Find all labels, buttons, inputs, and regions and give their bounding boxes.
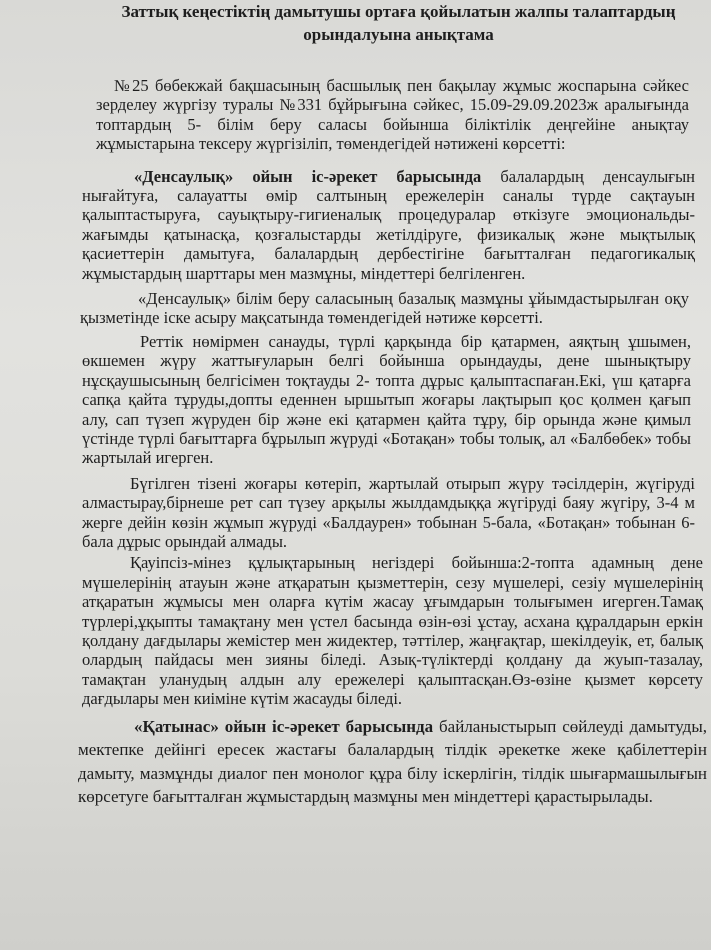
knee-raise-paragraph: Бүгілген тізені жоғары көтеріп, жартылай отырып жүру тәсілдерін, жүгіруді алмастырау,бірнеше рет сап түзеу арқылы жылдамдыққа жүгіруді баяу жүгіру, 3-4 м жерге дейін көзін жұмып жүруді «Балдаурен» тобынан 5-бала, «Ботақан» тобынан 6- бала дұрыс орындай алмады. [82, 473, 695, 551]
communication-activity-text: байланыстырып сөйлеуді дамытуды, мектепке дейінгі ересек жастағы балалардың тілдік әрекетке жеке қабілеттерін дамыту, мазмұнды диалог пен монолог құра білу іскерлігін, тілдік шығармашылығын көрсетуге бағытталған жұмыстардың мазмұны мен міндеттері қарастырылады. [78, 716, 707, 807]
safety-behavior-paragraph: Қауіпсіз-мінез құлықтарының негіздері бойынша:2-топта адамның дене мүшелерінің атауын және атқаратын қызметтерін, сезу мүшелері, сезіу мүшелерінің атқаратын жұмысы мен оларға күтім жасау ұғымдарын толығымен игерген.Тамақ түрлері,ұқыпты тамақтану мен үстел басында өзін-өзі ұстау, асхана құралдарын еркін қолдану дағдылары жемістер мен жидектер, тәттілер, жаңғақтар, шекілдеуік, ет, балық олардың пайдасы мен зияны біледі. Азық-түліктерді қолдану да жуып-тазалау, тамақтан уланудың алдын алу ережелері қалыптасқан.Өз-өзіне қызмет көрсету дағдылары мен киіміне күтім жасауды біледі. [82, 553, 703, 709]
health-activity-heading: «Денсаулық» ойын іс-әрекет барысында [134, 166, 482, 186]
intro-paragraph: №25 бөбекжай бақшасының басшылық пен бақылау жұмыс жоспарына сәйкес зерделеу жүргізу туралы №331 бұйрығына сәйкес, 15.09-29.09.2023ж аралығында топтардың 5- білім беру саласы бойынша біліктілік деңгейіне анықтау жұмыстарына тексеру жүргізіліп, төмендегідей нәтижені көрсетті: [96, 76, 689, 154]
communication-activity-paragraph [78, 715, 707, 809]
communication-activity-heading: «Қатынас» ойын іс-әрекет барысында [134, 716, 434, 736]
document-title: Заттық кеңестіктің дамытушы ортаға қойылатын жалпы талаптардың орындалуына анықтама [121, 2, 676, 44]
counting-walking-paragraph: Реттік нөмірмен санауды, түрлі қарқында бір қатармен, аяқтың ұшымен, өкшемен жүру жаттығуларын белгі бойынша орындауды, дене шынықтыру нұсқаушысының белгісімен тоқтауды 2- топта дұрыс қалыптаспаған.Екі, үш қатарға сапқа қайта тұруды,допты еденнен ыршытып жоғары лақтырып қос қолмен қағып алу, сап түзеп жүруден бір және екі қатармен қайта тұру, бір орында және қимыл үстінде түрлі бағыттарға бұрылып жүруді «Ботақан» тобы толық, ал «Балбөбек» тобы жартылай игерген. [82, 331, 691, 468]
health-activity-text: балалардың денсаулығын нығайтуға, салауатты өмір салтының ережелерін саналы түрде сақтауын қалыптастыруға, сауықтыру-гигиеналық процедуралар өткізуге эмоциональды-жағымды қатынасқа, қозғалыстарды жетілдіруге, физикалық және мықтылық қасиеттерін дамытуға, балалардың дербестігіне бағытталған педагогикалық жұмыстардың шарттары мен мазмұны, міндеттері белгіленген. [82, 166, 695, 283]
health-activity-paragraph [78, 167, 707, 283]
health-content-paragraph: «Денсаулық» білім беру саласының базалық мазмұны ұйымдастырылған оқу қызметінде іске асыру мақсатында төмендегідей нәтиже көрсетті. [80, 289, 689, 328]
